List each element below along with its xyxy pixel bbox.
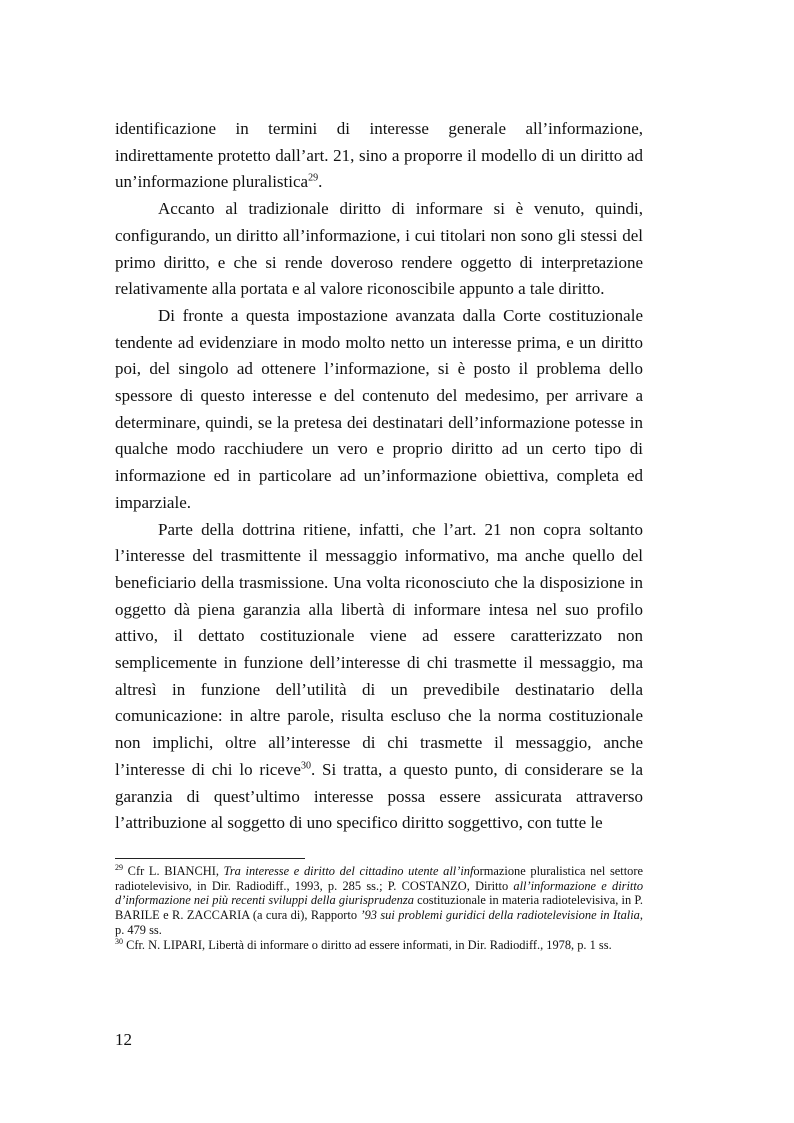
footnote-ref-29[interactable]: 29 xyxy=(308,172,319,184)
paragraph-1-end: . xyxy=(318,172,323,192)
footnote-29-text-b: ormazione pluralistica nel settore radiotelevisivo, in Dir. Radiodiff., 1993, p. 285 ss.; P. COSTANZO, Diritto xyxy=(115,864,643,893)
footnote-29 xyxy=(115,864,643,938)
document-body xyxy=(115,116,643,837)
footnote-separator xyxy=(115,858,305,859)
footnote-29-text-d: , p. 479 ss. xyxy=(115,908,643,937)
footnote-ref-30[interactable]: 30 xyxy=(300,760,311,772)
paragraph-1-text: identificazione in termini di interesse generale all’informazione, indirettamente protetto dall’art. 21, sino a proporre il modello di un diritto ad un’informazione pluralistica xyxy=(115,119,643,192)
footnote-30-marker: 30 xyxy=(115,936,123,946)
footnote-29-title-a: Tra interesse e diritto del cittadino utente all’inf xyxy=(223,864,474,878)
paragraph-4-text: Parte della dottrina ritiene, infatti, che l’art. 21 non copra soltanto l’interesse del trasmittente il messaggio informativo, ma anche quello del beneficiario della trasmissione. Una volta riconosciuto che la disposizione in oggetto dà piena garanzia alla libertà di informare intesa nel suo profilo attivo, il dettato costituzionale viene ad essere caratterizzato non semplicemente in funzione dell’interesse di chi trasmette il messaggio, ma altresì in funzione dell’utilità di un prevedibile destinatario della comunicazione: in altre parole, risulta escluso che la norma costituzionale non implichi, oltre all’interesse di chi trasmette il messaggio, anche l’interesse di chi lo riceve xyxy=(115,519,643,779)
footnote-29-text-c: costituzionale in materia radiotelevisiva, in P. BARILE e R. ZACCARIA (a cura di), Rapporto xyxy=(115,893,643,923)
footnote-29-title-b: all’informazione e diritto d’informazione nei più recenti sviluppi della giurisprudenza xyxy=(115,878,644,908)
footnote-30 xyxy=(115,938,643,953)
footnote-30-text: Cfr. N. LIPARI, Libertà di informare o diritto ad essere informati, in Dir. Radiodiff., 1978, p. 1 ss. xyxy=(123,937,612,952)
paragraph-1 xyxy=(115,116,643,196)
paragraph-4-end: . Si tratta, a questo punto, di considerare se la garanzia di quest’ultimo interesse possa essere assicurata attraverso l’attribuzione al soggetto di uno specifico diritto soggettivo, con tutte le xyxy=(115,759,643,833)
footnote-29-title-c: ’93 sui problemi guridici della radiotelevisione in Italia xyxy=(360,908,640,923)
footnotes xyxy=(115,864,643,952)
paragraph-3: Di fronte a questa impostazione avanzata dalla Corte costituzionale tendente ad evidenziare in modo molto netto un interesse prima, e un diritto poi, del singolo ad ottenere l’informazione, si è posto il problema dello spessore di questo interesse e del contenuto del medesimo, per arrivare a determinare, quindi, se la pretesa dei destinatari dell’informazione potesse in qualche modo racchiudere un vero e proprio diritto ad un certo tipo di informazione ed in particolare ad un’informazione obiettiva, completa ed imparziale. xyxy=(115,305,643,512)
footnote-29-marker: 29 xyxy=(115,862,123,872)
paragraph-2: Accanto al tradizionale diritto di informare si è venuto, quindi, configurando, un diritto all’informazione, i cui titolari non sono gli stessi del primo diritto, e che si rende doveroso rendere oggetto di interpretazione relativamente alla portata e al valore riconoscibile appunto a tale diritto. xyxy=(115,199,643,299)
footnote-29-text-a: Cfr L. BIANCHI, xyxy=(123,864,224,878)
page-number: 12 xyxy=(115,1030,132,1049)
paragraph-4 xyxy=(115,517,643,837)
